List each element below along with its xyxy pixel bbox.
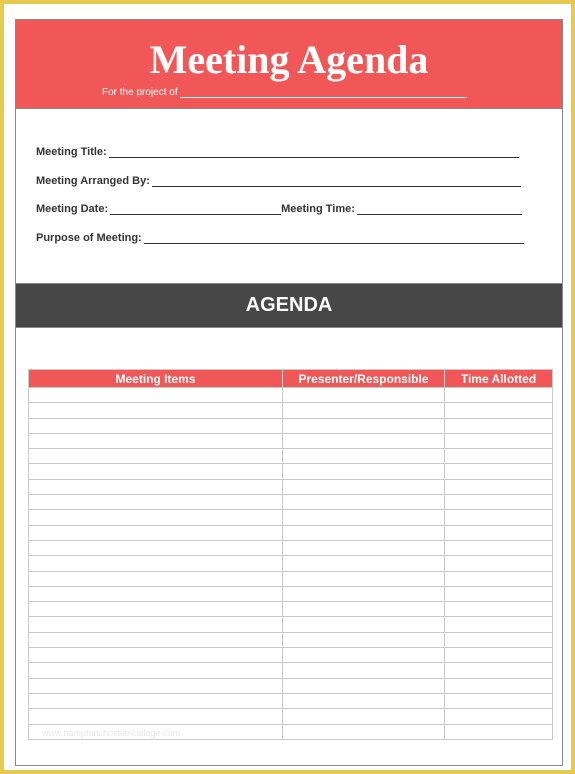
table-row	[29, 663, 553, 678]
table-cell[interactable]	[283, 464, 445, 479]
table-cell[interactable]	[283, 602, 445, 617]
meeting-title-row	[36, 146, 519, 158]
meeting-title-field[interactable]	[109, 147, 519, 158]
page-title: Meeting Agenda	[149, 37, 429, 82]
table-row	[29, 709, 553, 724]
table-cell[interactable]	[29, 663, 283, 678]
table-cell[interactable]	[445, 540, 553, 555]
table-cell[interactable]	[445, 617, 553, 632]
table-cell[interactable]	[445, 433, 553, 448]
meeting-time-field[interactable]	[357, 204, 522, 215]
table-cell[interactable]	[29, 464, 283, 479]
purpose-field[interactable]	[144, 233, 524, 244]
table-row	[29, 678, 553, 693]
date-time-row	[36, 203, 522, 215]
table-cell[interactable]	[283, 525, 445, 540]
table-row	[29, 617, 553, 632]
table-cell[interactable]	[445, 648, 553, 663]
table-cell[interactable]	[283, 648, 445, 663]
meeting-date-label: Meeting Date:	[36, 203, 109, 215]
project-blank-field[interactable]	[180, 88, 467, 98]
table-row	[29, 540, 553, 555]
watermark: www.hamptonchristiancollege.com	[42, 728, 181, 738]
table-cell[interactable]	[29, 586, 283, 601]
col-time-allotted: Time Allotted	[445, 370, 553, 388]
table-cell[interactable]	[29, 403, 283, 418]
table-cell[interactable]	[283, 586, 445, 601]
table-cell[interactable]	[283, 663, 445, 678]
table-row	[29, 418, 553, 433]
table-cell[interactable]	[283, 556, 445, 571]
table-cell[interactable]	[445, 525, 553, 540]
header-banner	[16, 20, 562, 109]
table-cell[interactable]	[283, 709, 445, 724]
table-row	[29, 495, 553, 510]
table-row	[29, 586, 553, 601]
table-cell[interactable]	[29, 617, 283, 632]
table-cell[interactable]	[29, 556, 283, 571]
table-row	[29, 525, 553, 540]
table-row	[29, 632, 553, 647]
table-cell[interactable]	[283, 388, 445, 403]
meeting-title-label: Meeting Title:	[36, 146, 107, 158]
table-cell[interactable]	[283, 510, 445, 525]
table-cell[interactable]	[283, 449, 445, 464]
table-cell[interactable]	[283, 433, 445, 448]
table-cell[interactable]	[283, 724, 445, 739]
table-cell[interactable]	[283, 617, 445, 632]
table-cell[interactable]	[445, 693, 553, 708]
table-cell[interactable]	[29, 648, 283, 663]
table-cell[interactable]	[29, 540, 283, 555]
table-cell[interactable]	[445, 510, 553, 525]
table-cell[interactable]	[283, 403, 445, 418]
table-cell[interactable]	[29, 709, 283, 724]
arranged-by-field[interactable]	[152, 176, 521, 187]
table-cell[interactable]	[29, 449, 283, 464]
table-cell[interactable]	[283, 495, 445, 510]
table-cell[interactable]	[445, 724, 553, 739]
table-cell[interactable]	[445, 571, 553, 586]
table-cell[interactable]	[29, 418, 283, 433]
table-cell[interactable]	[29, 510, 283, 525]
table-cell[interactable]	[445, 663, 553, 678]
table-cell[interactable]	[283, 479, 445, 494]
table-row	[29, 479, 553, 494]
table-cell[interactable]	[445, 449, 553, 464]
table-cell[interactable]	[283, 540, 445, 555]
table-cell[interactable]	[29, 388, 283, 403]
table-cell[interactable]	[283, 571, 445, 586]
table-cell[interactable]	[283, 678, 445, 693]
agenda-sheet	[15, 19, 563, 766]
table-row	[29, 449, 553, 464]
meeting-date-field[interactable]	[110, 204, 281, 215]
agenda-table-header	[29, 370, 553, 388]
table-cell[interactable]	[29, 525, 283, 540]
table-cell[interactable]	[29, 632, 283, 647]
table-cell[interactable]	[29, 495, 283, 510]
table-row	[29, 556, 553, 571]
table-cell[interactable]	[29, 479, 283, 494]
table-row	[29, 693, 553, 708]
table-cell[interactable]	[445, 709, 553, 724]
table-cell[interactable]	[445, 632, 553, 647]
table-cell[interactable]	[445, 556, 553, 571]
meeting-time-label: Meeting Time:	[281, 203, 355, 215]
col-meeting-items: Meeting Items	[29, 370, 283, 388]
table-row	[29, 403, 553, 418]
table-row	[29, 388, 553, 403]
table-cell[interactable]	[445, 464, 553, 479]
table-cell[interactable]	[445, 495, 553, 510]
arranged-by-row	[36, 175, 521, 187]
table-cell[interactable]	[445, 678, 553, 693]
table-cell[interactable]	[29, 693, 283, 708]
table-cell[interactable]	[29, 602, 283, 617]
table-row	[29, 510, 553, 525]
agenda-heading: AGENDA	[16, 283, 562, 328]
table-cell[interactable]	[445, 586, 553, 601]
table-cell[interactable]	[29, 571, 283, 586]
purpose-row	[36, 232, 524, 244]
purpose-label: Purpose of Meeting:	[36, 232, 142, 244]
col-presenter: Presenter/Responsible	[283, 370, 445, 388]
table-cell[interactable]	[445, 388, 553, 403]
agenda-table	[28, 369, 553, 740]
table-cell[interactable]	[283, 632, 445, 647]
arranged-by-label: Meeting Arranged By:	[36, 175, 150, 187]
table-cell[interactable]	[445, 479, 553, 494]
table-row	[29, 602, 553, 617]
table-row	[29, 648, 553, 663]
table-cell[interactable]	[445, 418, 553, 433]
table-row	[29, 464, 553, 479]
table-cell[interactable]	[445, 403, 553, 418]
table-cell[interactable]	[283, 693, 445, 708]
project-line	[102, 87, 467, 98]
table-cell[interactable]	[29, 433, 283, 448]
table-row	[29, 433, 553, 448]
table-cell[interactable]	[283, 418, 445, 433]
project-label: For the project of	[102, 87, 178, 98]
table-row	[29, 571, 553, 586]
table-cell[interactable]	[29, 678, 283, 693]
table-cell[interactable]	[445, 602, 553, 617]
